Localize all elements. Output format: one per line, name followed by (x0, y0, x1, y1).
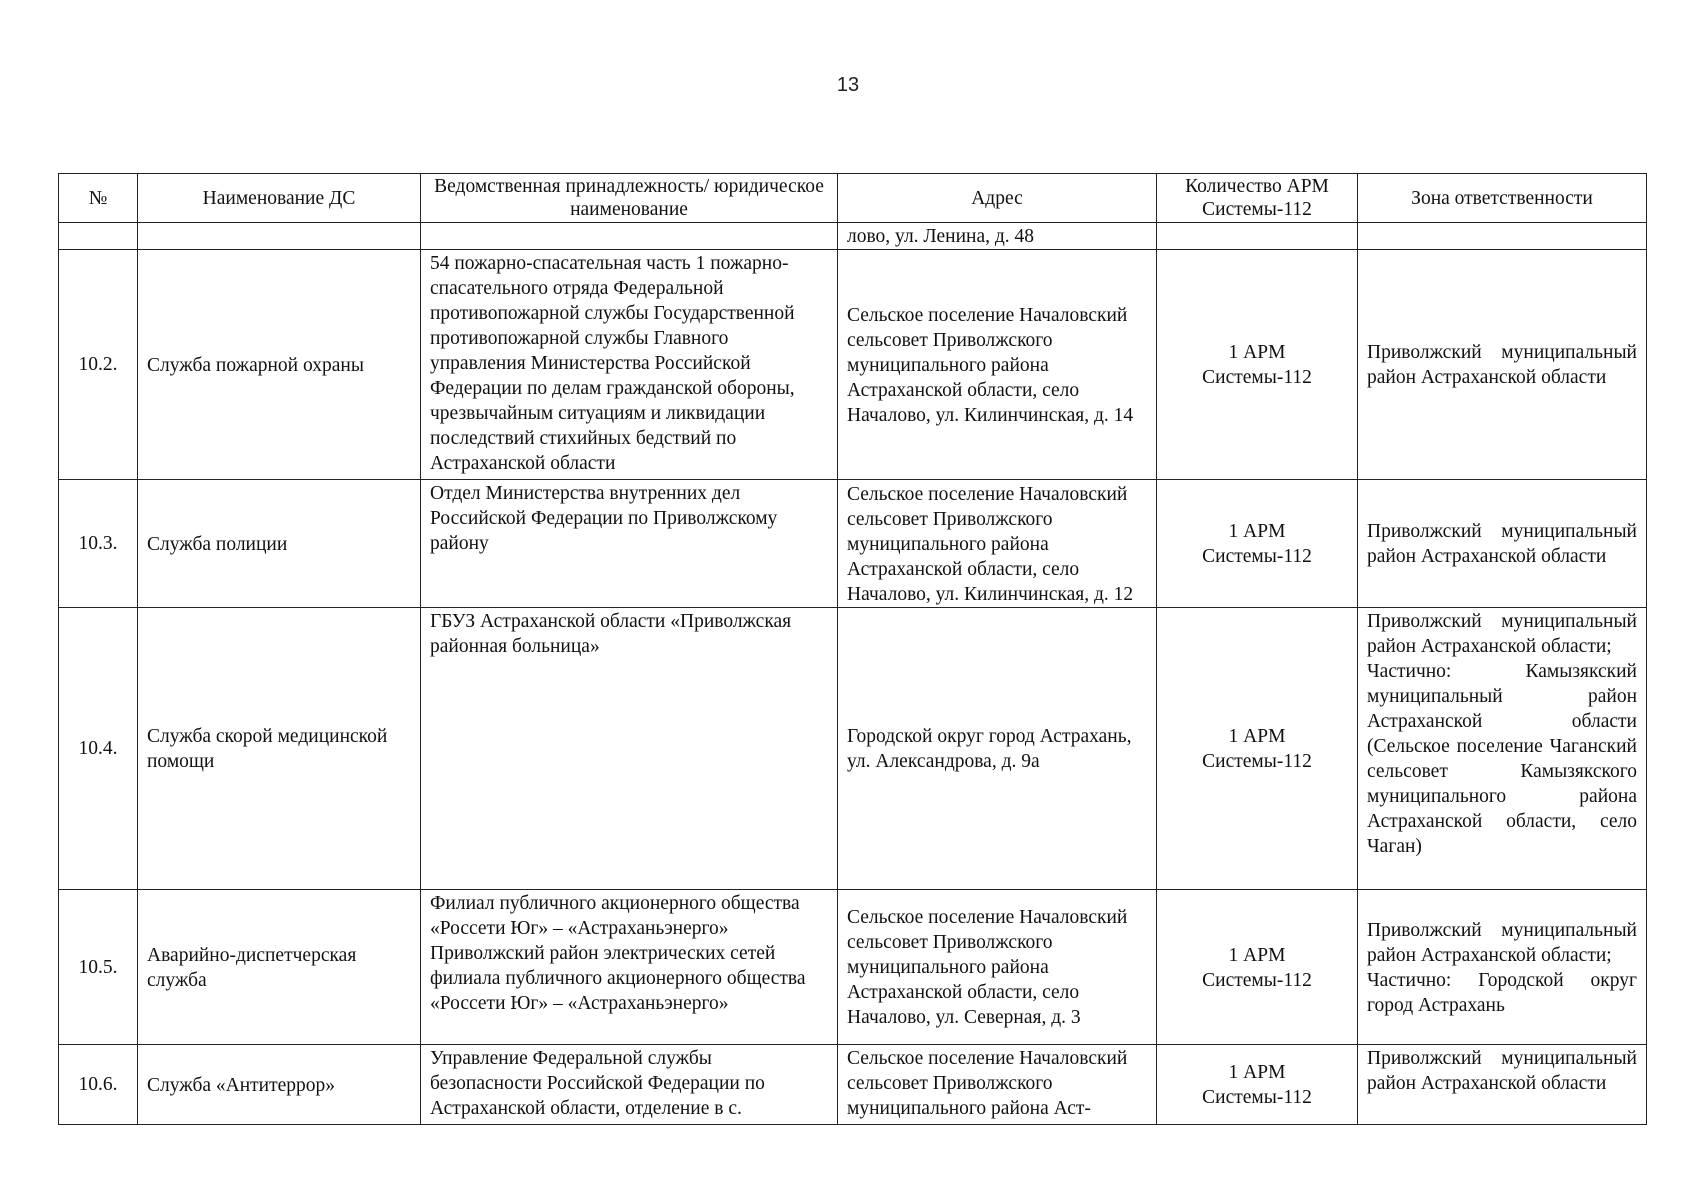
page-number: 13 (836, 74, 860, 96)
cell-address: Сельское поселение Началовский сельсовет Приволжского муниципального района Астраханской области, село Началово, ул. Килинчинская, д. 12 (838, 480, 1157, 608)
arm-system-line: Системы-112 (1202, 969, 1312, 991)
table-row (59, 608, 1647, 890)
cell-address: лово, ул. Ленина, д. 48 (838, 223, 1157, 250)
header-arm-count: Количество АРМ Системы-112 (1157, 174, 1358, 223)
cell-arm-count (1157, 480, 1358, 608)
zone-partial: Частично: Камызякский муниципальный район Астраханской области (Сельское поселение Чаганский сельсовет Камызякского муниципального района Астраханской области, село Чаган) (1367, 661, 1637, 857)
zone-primary: Приволжский муниципальный район Астраханской области; (1367, 919, 1637, 966)
cell-arm-count (1157, 223, 1358, 250)
cell-address: Сельское поселение Началовский сельсовет Приволжского муниципального района Астраханской области, село Началово, ул. Килинчинская, д. 14 (838, 250, 1157, 480)
cell-department: Филиал публичного акционерного общества «Россети Юг» – «Астраханьэнерго» Приволжский район электрических сетей филиала публичного акционерного общества «Россети Юг» – «Астраханьэнерго» (421, 890, 838, 1045)
cell-number: 10.3. (59, 480, 138, 608)
arm-count-line: 1 АРМ (1228, 1062, 1286, 1083)
header-address: Адрес (838, 174, 1157, 223)
cell-responsibility-zone (1358, 608, 1647, 890)
arm-system-line: Системы-112 (1202, 751, 1312, 772)
cell-responsibility-zone: Приволжский муниципальный район Астраханской области (1358, 250, 1647, 480)
cell-address: Сельское поселение Началовский сельсовет Приволжского муниципального района Астраханской области, село Началово, ул. Северная, д. 3 (838, 890, 1157, 1045)
table-header-row (59, 174, 1647, 223)
cell-department: 54 пожарно-спасательная часть 1 пожарно-спасательного отряда Федеральной противопожарной службы Государственной противопожарной службы Главного управления Министерства Российской Федерации по делам гражданской обороны, чрезвычайным ситуациям и ликвидации последствий стихийных бедствий по Астраханской области (421, 250, 838, 480)
table-row (59, 890, 1647, 1045)
cell-arm-count (1157, 250, 1358, 480)
cell-service-name (138, 223, 421, 250)
dispatch-services-table (58, 173, 1647, 1125)
cell-department: ГБУЗ Астраханской области «Приволжская районная больница» (421, 608, 838, 890)
zone-primary: Приволжский муниципальный район Астраханской области; (1367, 611, 1637, 657)
header-service-name: Наименование ДС (138, 174, 421, 223)
zone-partial: Частично: Городской округ город Астрахань (1367, 969, 1637, 1016)
arm-count-line: 1 АРМ (1228, 944, 1286, 966)
cell-service-name: Служба пожарной охраны (138, 250, 421, 480)
table-row (59, 480, 1647, 608)
arm-count-line: 1 АРМ (1228, 726, 1286, 747)
arm-system-line: Системы-112 (1202, 367, 1312, 388)
cell-service-name: Аварийно-диспетчерская служба (138, 890, 421, 1045)
cell-responsibility-zone (1358, 890, 1647, 1045)
table-row-continued (59, 223, 1647, 250)
cell-number: 10.4. (59, 608, 138, 890)
cell-department: Управление Федеральной службы безопасности Российской Федерации по Астраханской области, отделение в с. (421, 1045, 838, 1125)
cell-department (421, 223, 838, 250)
cell-number: 10.6. (59, 1045, 138, 1125)
cell-address: Городской округ город Астрахань, ул. Александрова, д. 9а (838, 608, 1157, 890)
arm-system-line: Системы-112 (1202, 1087, 1312, 1108)
cell-arm-count (1157, 890, 1358, 1045)
cell-arm-count (1157, 1045, 1358, 1125)
cell-service-name: Служба скорой медицинской помощи (138, 608, 421, 890)
cell-service-name: Служба полиции (138, 480, 421, 608)
cell-number: 10.2. (59, 250, 138, 480)
header-department: Ведомственная принадлежность/ юридическое наименование (421, 174, 838, 223)
table-row (59, 1045, 1647, 1125)
cell-number (59, 223, 138, 250)
arm-count-line: 1 АРМ (1228, 521, 1286, 542)
arm-system-line: Системы-112 (1202, 546, 1312, 567)
cell-responsibility-zone: Приволжский муниципальный район Астраханской области (1358, 480, 1647, 608)
cell-service-name: Служба «Антитеррор» (138, 1045, 421, 1125)
arm-count-line: 1 АРМ (1228, 342, 1286, 363)
cell-arm-count (1157, 608, 1358, 890)
header-responsibility-zone: Зона ответственности (1358, 174, 1647, 223)
cell-responsibility-zone (1358, 223, 1647, 250)
table-row (59, 250, 1647, 480)
cell-responsibility-zone: Приволжский муниципальный район Астраханской области (1358, 1045, 1647, 1125)
header-number: № (59, 174, 138, 223)
cell-number: 10.5. (59, 890, 138, 1045)
cell-address: Сельское поселение Началовский сельсовет Приволжского муниципального района Аст- (838, 1045, 1157, 1125)
cell-department: Отдел Министерства внутренних дел Российской Федерации по Приволжскому району (421, 480, 838, 608)
